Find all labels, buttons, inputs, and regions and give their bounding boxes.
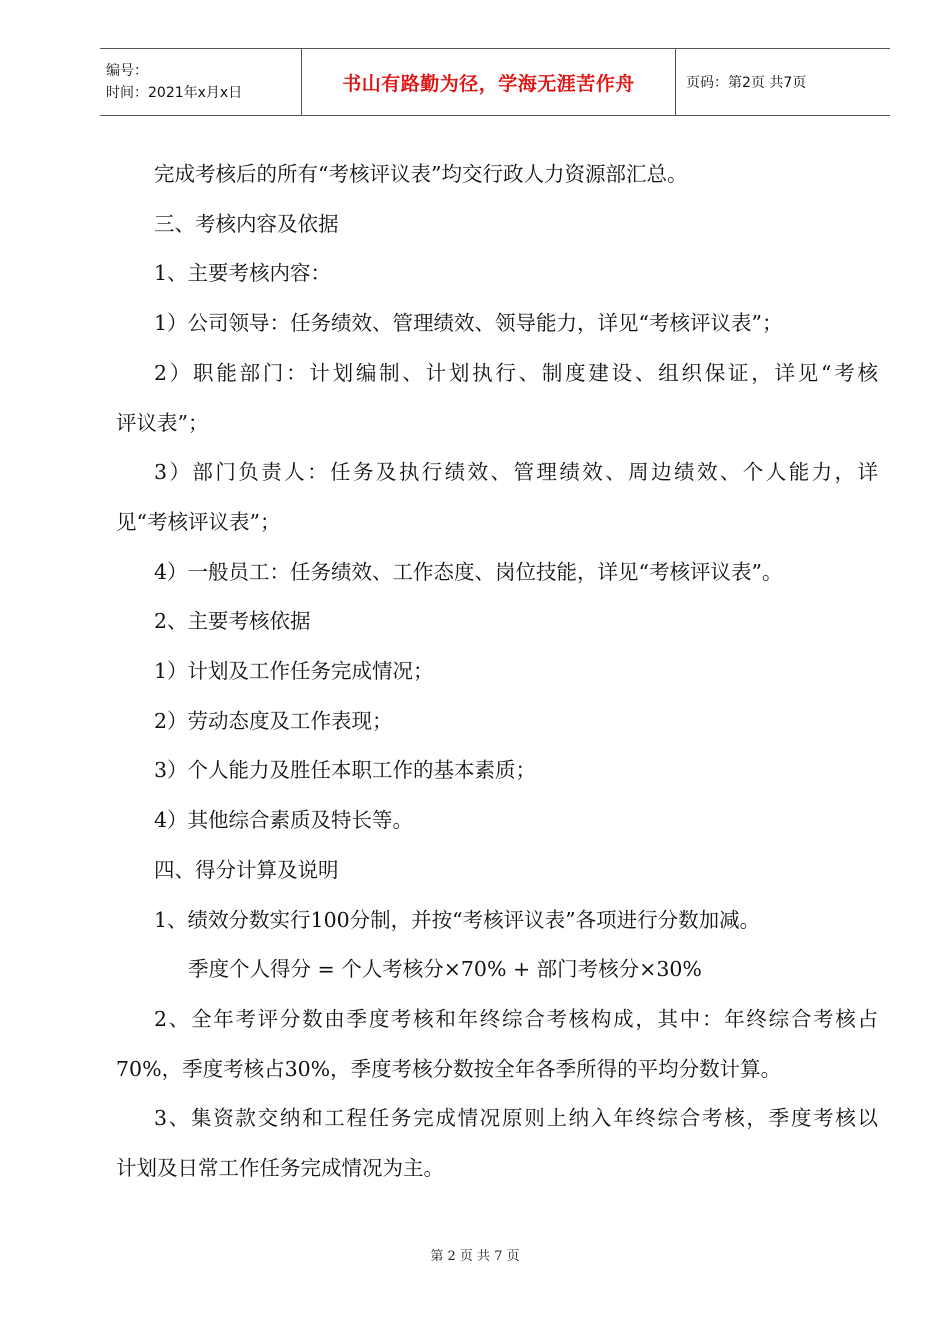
list-item: 4）一般员工：任务绩效、工作态度、岗位技能，详见“考核评议表”。: [154, 559, 783, 584]
list-item: 3）个人能力及胜任本职工作的基本素质；: [154, 758, 537, 783]
formula-line: 季度个人得分 = 个人考核分×70% + 部门考核分×30%: [188, 957, 702, 982]
header-motto-cell: [302, 49, 676, 115]
section-heading: 三、考核内容及依据: [154, 211, 339, 236]
subsection-heading: 1、主要考核内容：: [154, 261, 332, 286]
section-heading: 四、得分计算及说明: [154, 857, 339, 882]
list-item-continuation: 评议表”；: [116, 410, 209, 435]
body-paragraph: 完成考核后的所有“考核评议表”均交行政人力资源部汇总。: [154, 162, 688, 186]
document-number-label: 编号：: [106, 63, 148, 79]
body-paragraph: 1、绩效分数实行100分制，并按“考核评议表”各项进行分数加减。: [154, 907, 761, 932]
list-item: 2）职能部门：计划编制、计划执行、制度建设、组织保证，详见“考核: [154, 360, 878, 385]
subsection-heading: 2、主要考核依据: [154, 609, 311, 634]
body-paragraph-continuation: 计划及日常工作任务完成情况为主。: [116, 1156, 444, 1181]
list-item: 1）公司领导：任务绩效、管理绩效、领导能力，详见“考核评议表”；: [154, 311, 783, 336]
body-paragraph: 3、集资款交纳和工程任务完成情况原则上纳入年终综合考核，季度考核以: [154, 1106, 878, 1131]
header-motto: 书山有路勤为径，学海无涯苦作舟: [342, 72, 635, 95]
list-item-continuation: 见“考核评议表”；: [116, 509, 281, 534]
body-paragraph-continuation: 70%，季度考核占30%，季度考核分数按全年各季所得的平均分数计算。: [116, 1056, 782, 1081]
list-item: 3）部门负责人：任务及执行绩效、管理绩效、周边绩效、个人能力，详: [154, 460, 878, 485]
footer-page-number: 第 2 页 共 7 页: [430, 1249, 520, 1264]
list-item: 4）其他综合素质及特长等。: [154, 808, 414, 833]
page-footer: [0, 1245, 950, 1264]
list-item: 2）劳动态度及工作表现；: [154, 708, 393, 733]
header-page-cell: [676, 49, 890, 115]
document-body: [116, 150, 878, 1194]
header-page-number: 页码：第2页 共7页: [686, 75, 807, 91]
list-item: 1）计划及工作任务完成情况；: [154, 659, 434, 684]
body-paragraph: 2、全年考评分数由季度考核和年终综合考核构成，其中：年终综合考核占: [154, 1006, 878, 1031]
document-time-label: 时间：2021年x月x日: [106, 85, 243, 101]
page-header: [100, 48, 890, 116]
header-meta: [100, 49, 302, 115]
